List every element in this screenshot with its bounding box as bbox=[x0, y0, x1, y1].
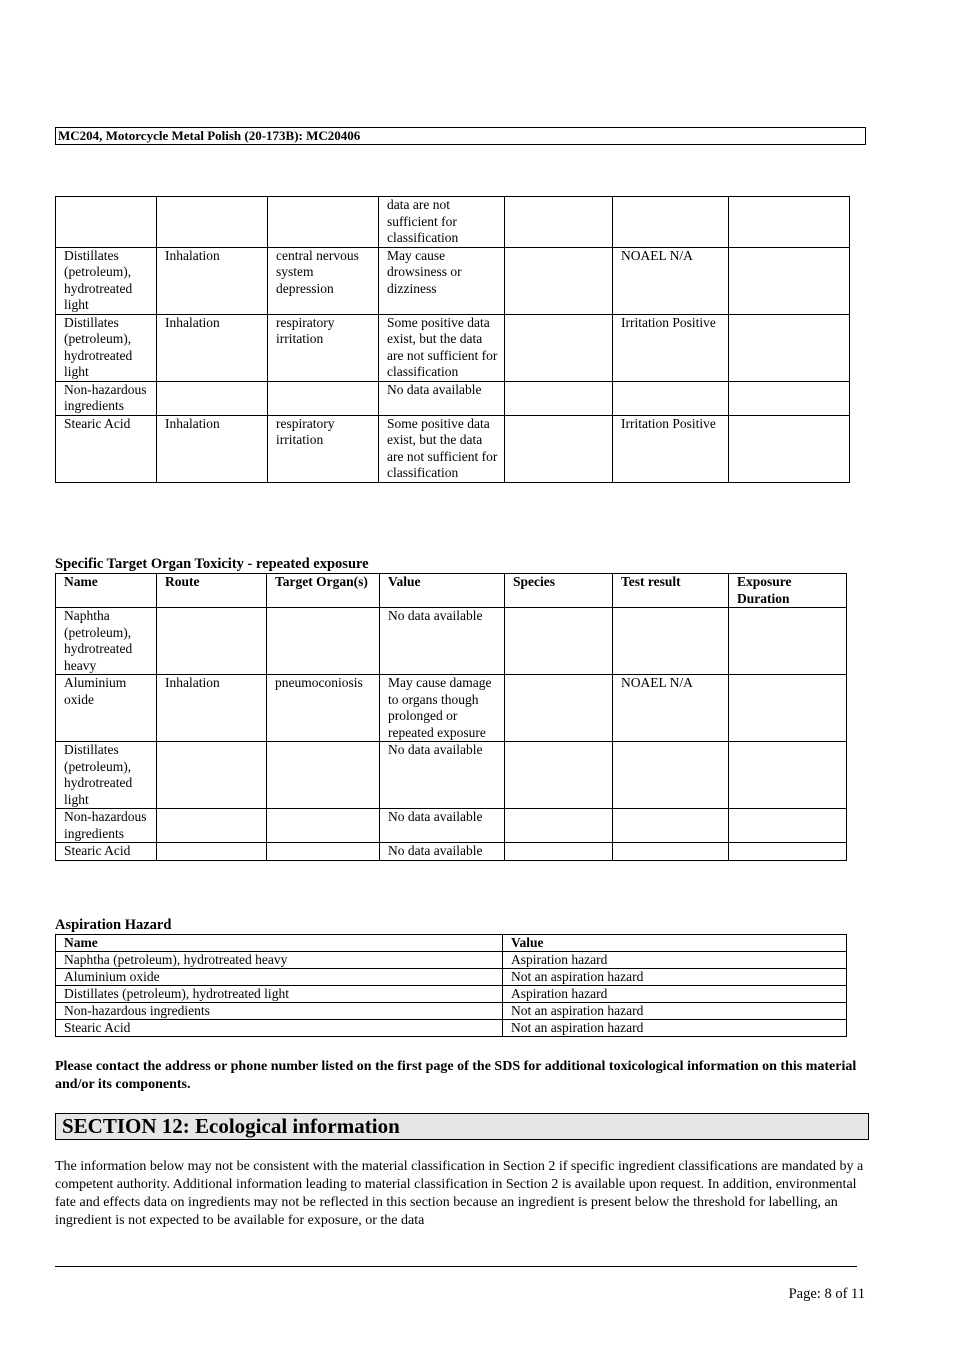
table-cell: Distillates (petroleum), hydrotreated light bbox=[56, 247, 157, 314]
table-cell bbox=[613, 809, 729, 843]
table-cell: Irritation Positive bbox=[613, 415, 729, 482]
table-row bbox=[56, 1020, 847, 1037]
table-cell: Aluminium oxide bbox=[56, 969, 503, 986]
table-cell bbox=[613, 843, 729, 861]
column-header: Name bbox=[56, 935, 503, 952]
table-cell bbox=[505, 675, 613, 742]
table-cell: respiratory irritation bbox=[268, 314, 379, 381]
table-cell: NOAEL N/A bbox=[613, 247, 729, 314]
column-header: Target Organ(s) bbox=[267, 574, 380, 608]
table-cell: No data available bbox=[379, 381, 505, 415]
table-cell bbox=[729, 675, 847, 742]
repeated-exposure-table bbox=[55, 573, 847, 861]
table-header-row bbox=[56, 935, 847, 952]
table-cell bbox=[505, 415, 613, 482]
table-cell: Some positive data exist, but the data are not sufficient for classification bbox=[379, 314, 505, 381]
column-header: Value bbox=[503, 935, 847, 952]
table-cell bbox=[157, 608, 267, 675]
table-cell: May cause drowsiness or dizziness bbox=[379, 247, 505, 314]
table-cell: Distillates (petroleum), hydrotreated light bbox=[56, 742, 157, 809]
aspiration-hazard-title: Aspiration Hazard bbox=[55, 917, 172, 933]
table-cell bbox=[157, 381, 268, 415]
table-cell: Stearic Acid bbox=[56, 843, 157, 861]
page-number: Page: 8 of 11 bbox=[788, 1286, 865, 1302]
table-cell bbox=[157, 843, 267, 861]
table-row bbox=[56, 675, 847, 742]
table-cell bbox=[613, 608, 729, 675]
table-cell: Naphtha (petroleum), hydrotreated heavy bbox=[56, 952, 503, 969]
table-row bbox=[56, 843, 847, 861]
table-row bbox=[56, 809, 847, 843]
table-cell bbox=[729, 608, 847, 675]
table-cell bbox=[729, 314, 850, 381]
table-row bbox=[56, 608, 847, 675]
table-cell bbox=[157, 809, 267, 843]
footer-divider bbox=[55, 1266, 857, 1267]
table-row bbox=[56, 952, 847, 969]
table-cell: respiratory irritation bbox=[268, 415, 379, 482]
table-cell: Distillates (petroleum), hydrotreated light bbox=[56, 986, 503, 1003]
table-cell bbox=[267, 608, 380, 675]
table-cell: Inhalation bbox=[157, 675, 267, 742]
aspiration-hazard-table bbox=[55, 934, 847, 1037]
table-cell: Not an aspiration hazard bbox=[503, 1020, 847, 1037]
table-cell: Stearic Acid bbox=[56, 415, 157, 482]
table-cell: No data available bbox=[380, 608, 505, 675]
table-cell: Naphtha (petroleum), hydrotreated heavy bbox=[56, 608, 157, 675]
table-cell bbox=[729, 742, 847, 809]
table-row bbox=[56, 197, 850, 248]
table-header-row bbox=[56, 574, 847, 608]
table-cell bbox=[505, 809, 613, 843]
table-cell bbox=[157, 197, 268, 248]
table-cell: central nervous system depression bbox=[268, 247, 379, 314]
table-cell bbox=[613, 197, 729, 248]
table-cell bbox=[729, 381, 850, 415]
table-cell: Non-hazardous ingredients bbox=[56, 381, 157, 415]
table-row bbox=[56, 381, 850, 415]
table-cell bbox=[505, 608, 613, 675]
contact-note: Please contact the address or phone number listed on the first page of the SDS for additional toxicological information on this material and/or its components. bbox=[55, 1059, 857, 1092]
table-cell: Stearic Acid bbox=[56, 1020, 503, 1037]
table-cell bbox=[267, 809, 380, 843]
section-12-paragraph: The information below may not be consistent with the material classification in Section 2 if specific ingredient classifications are mandated by a competent authority. Additional information leading to material classification in Section 2 is available upon request. In addition, environmental fate and effects data on ingredients may not be reflected in this section because an ingredient is present below the threshold for labelling, an ingredient is not expected to be available for exposure, or the data bbox=[55, 1159, 864, 1228]
section-12-heading: SECTION 12: Ecological information bbox=[55, 1113, 869, 1140]
table-cell: Not an aspiration hazard bbox=[503, 969, 847, 986]
column-header: Value bbox=[380, 574, 505, 608]
table-cell bbox=[267, 742, 380, 809]
table-cell bbox=[613, 742, 729, 809]
table-cell: pneumoconiosis bbox=[267, 675, 380, 742]
document-header: MC204, Motorcycle Metal Polish (20-173B): MC20406 bbox=[55, 127, 866, 145]
table-row bbox=[56, 1003, 847, 1020]
table-cell: May cause damage to organs though prolonged or repeated exposure bbox=[380, 675, 505, 742]
column-header: Name bbox=[56, 574, 157, 608]
table-cell: Inhalation bbox=[157, 247, 268, 314]
table-cell bbox=[268, 197, 379, 248]
table-cell bbox=[505, 197, 613, 248]
table-cell bbox=[505, 742, 613, 809]
table-cell: Inhalation bbox=[157, 415, 268, 482]
table-cell bbox=[157, 742, 267, 809]
table-cell bbox=[505, 381, 613, 415]
table-cell bbox=[729, 809, 847, 843]
column-header: Species bbox=[505, 574, 613, 608]
table-cell: Some positive data exist, but the data are not sufficient for classification bbox=[379, 415, 505, 482]
table-cell: Non-hazardous ingredients bbox=[56, 1003, 503, 1020]
table-cell: Irritation Positive bbox=[613, 314, 729, 381]
table-cell: No data available bbox=[380, 809, 505, 843]
table-cell: No data available bbox=[380, 843, 505, 861]
table-cell bbox=[613, 381, 729, 415]
table-cell bbox=[729, 843, 847, 861]
table-cell bbox=[729, 197, 850, 248]
table-cell: Aluminium oxide bbox=[56, 675, 157, 742]
table-row bbox=[56, 415, 850, 482]
table-row bbox=[56, 986, 847, 1003]
table-cell: Not an aspiration hazard bbox=[503, 1003, 847, 1020]
table-row bbox=[56, 969, 847, 986]
table-cell bbox=[729, 247, 850, 314]
table-cell bbox=[268, 381, 379, 415]
table-row bbox=[56, 247, 850, 314]
table-cell bbox=[267, 843, 380, 861]
table-cell: Non-hazardous ingredients bbox=[56, 809, 157, 843]
table-cell: No data available bbox=[380, 742, 505, 809]
table-cell: Inhalation bbox=[157, 314, 268, 381]
column-header: Route bbox=[157, 574, 267, 608]
table-cell bbox=[505, 843, 613, 861]
table-row bbox=[56, 742, 847, 809]
column-header: Test result bbox=[613, 574, 729, 608]
table-cell bbox=[505, 247, 613, 314]
single-exposure-table bbox=[55, 196, 850, 483]
table-cell bbox=[729, 415, 850, 482]
table-row bbox=[56, 314, 850, 381]
table-cell bbox=[505, 314, 613, 381]
table-cell: Aspiration hazard bbox=[503, 952, 847, 969]
repeated-exposure-title: Specific Target Organ Toxicity - repeated exposure bbox=[55, 556, 369, 572]
table-cell: data are not sufficient for classification bbox=[379, 197, 505, 248]
table-cell bbox=[56, 197, 157, 248]
column-header: Exposure Duration bbox=[729, 574, 847, 608]
table-cell: Distillates (petroleum), hydrotreated light bbox=[56, 314, 157, 381]
table-cell: Aspiration hazard bbox=[503, 986, 847, 1003]
table-cell: NOAEL N/A bbox=[613, 675, 729, 742]
